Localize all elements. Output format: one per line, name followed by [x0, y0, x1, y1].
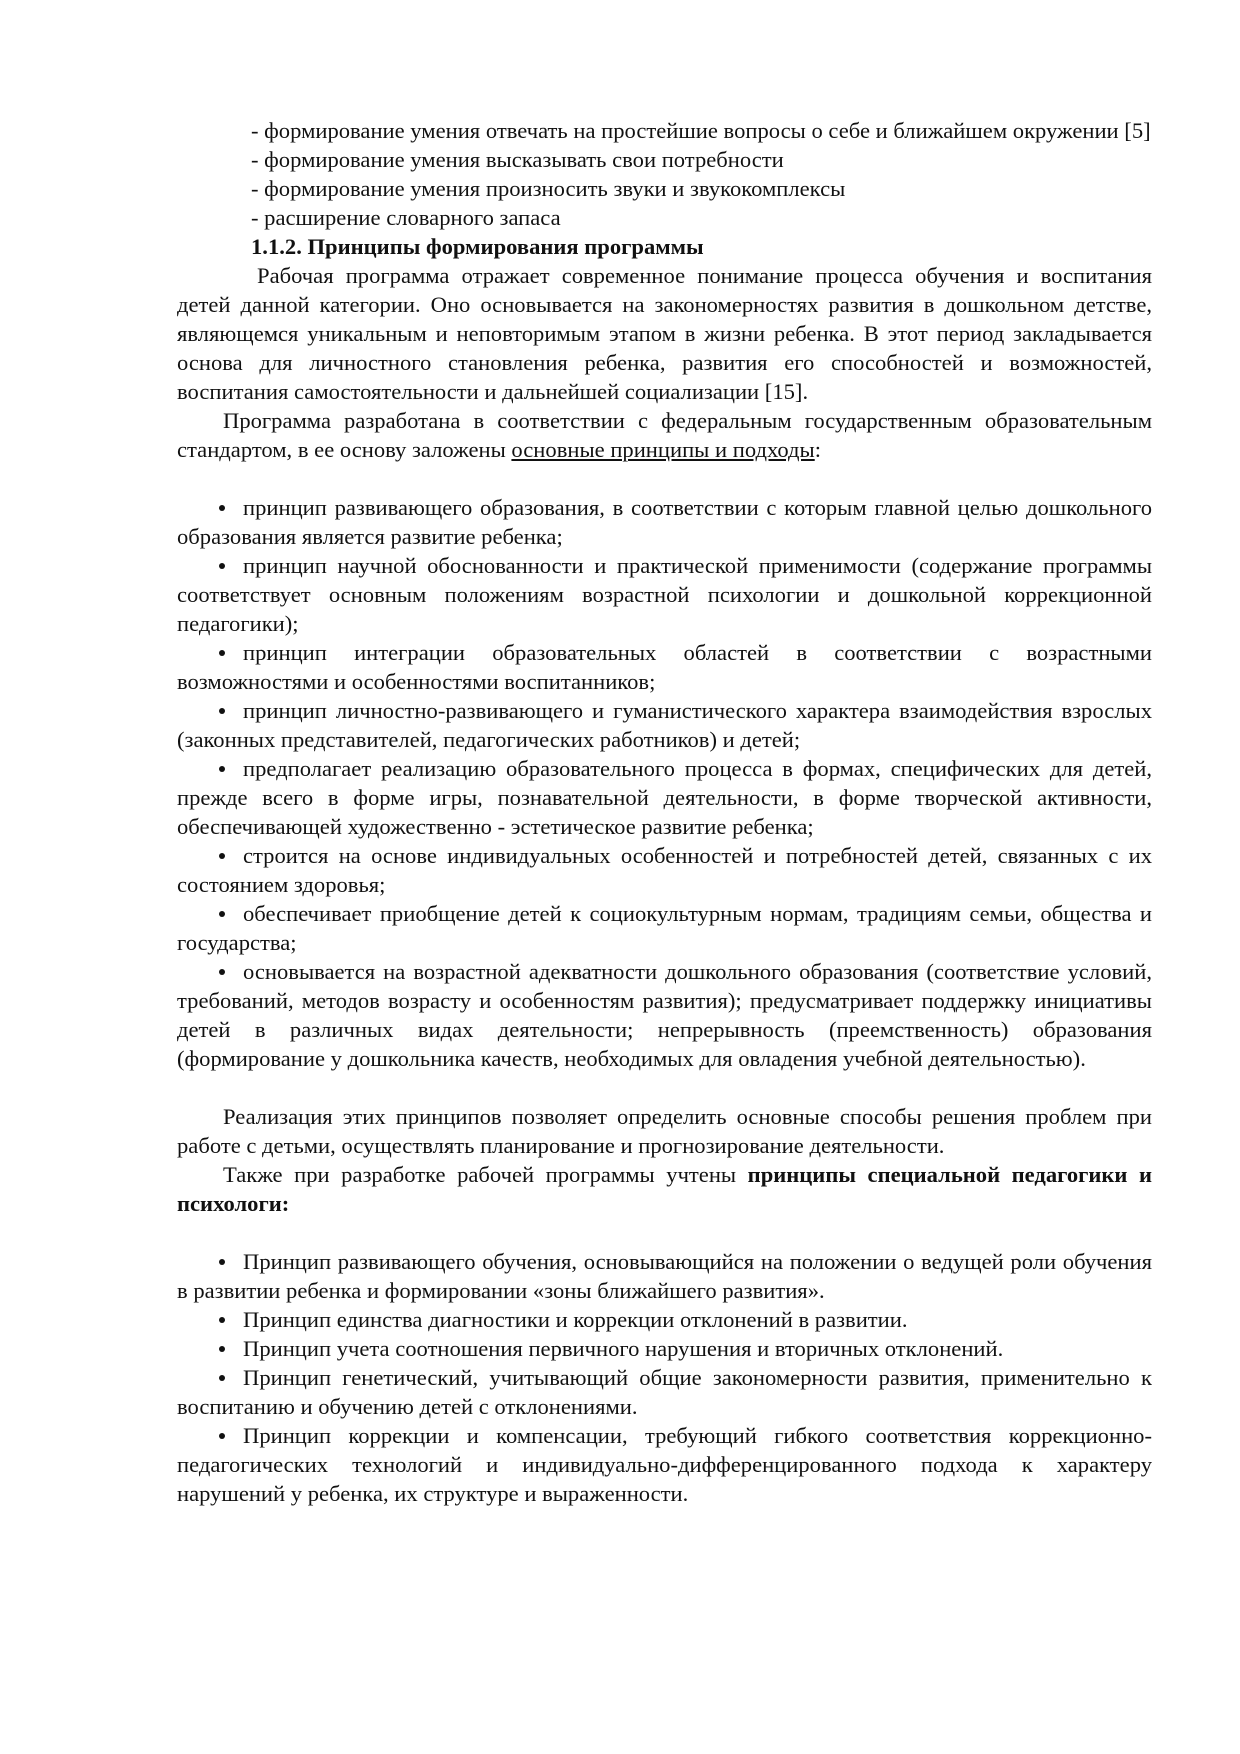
- special-principles-list: [177, 1247, 1152, 1508]
- list-item-text: основывается на возрастной адекватности дошкольного образования (соответствие условий, требований, методов возрасту и особенностям развития); предусматривает поддержку инициативы детей в различных видах деятельности; непрерывность (преемственность) образования (формирование у дошкольника качеств, необходимых для овладения учебной деятельностью).: [177, 959, 1152, 1071]
- spacer: [177, 464, 1152, 493]
- paragraph-fgos: [177, 406, 1152, 464]
- list-item-text: строится на основе индивидуальных особенностей и потребностей детей, связанных с их состоянием здоровья;: [177, 843, 1152, 897]
- bullet-icon: [219, 1421, 243, 1450]
- bullet-icon: [219, 638, 243, 667]
- intro-item-2: - формирование умения высказывать свои потребности: [251, 147, 784, 172]
- list-item-text: обеспечивает приобщение детей к социокультурным нормам, традициям семьи, общества и государства;: [177, 901, 1152, 955]
- list-item: [177, 1305, 1152, 1334]
- paragraph-special-text: Также при разработке рабочей программы учтены: [223, 1162, 748, 1187]
- principles-list: [177, 493, 1152, 1073]
- paragraph-fgos-text: Программа разработана в соответствии с федеральным государственным образовательным стандартом, в ее основу заложены: [177, 408, 1152, 462]
- bullet-icon: [219, 1247, 243, 1276]
- list-item-text: принцип развивающего образования, в соответствии с которым главной целью дошкольного образования является развитие ребенка;: [177, 495, 1152, 549]
- spacer: [177, 1218, 1152, 1247]
- list-item: [177, 1363, 1152, 1421]
- list-item-text: Принцип генетический, учитывающий общие закономерности развития, применительно к воспитанию и обучению детей с отклонениями.: [177, 1365, 1152, 1419]
- bullet-icon: [219, 1334, 243, 1363]
- list-item: [177, 551, 1152, 638]
- list-item: [177, 899, 1152, 957]
- bullet-icon: [219, 1305, 243, 1334]
- bullet-icon: [219, 551, 243, 580]
- list-item-text: предполагает реализацию образовательного процесса в формах, специфических для детей, прежде всего в форме игры, познавательной деятельности, в форме творческой активности, обеспечивающей художественно - эстетическое развитие ребенка;: [177, 756, 1152, 839]
- list-item-text: Принцип развивающего обучения, основывающийся на положении о ведущей роли обучения в развитии ребенка и формировании «зоны ближайшего развития».: [177, 1249, 1152, 1303]
- list-item: [177, 1421, 1152, 1508]
- list-item: [177, 493, 1152, 551]
- list-item: [177, 1334, 1152, 1363]
- bullet-icon: [219, 754, 243, 783]
- intro-item-1: - формирование умения отвечать на простейшие вопросы о себе и ближайшем окружении [5]: [251, 118, 1151, 143]
- bullet-icon: [219, 841, 243, 870]
- bullet-icon: [219, 899, 243, 928]
- paragraph-fgos-underlined: основные принципы и подходы: [511, 437, 815, 462]
- intro-item-4: - расширение словарного запаса: [251, 205, 561, 230]
- list-item: [177, 957, 1152, 1073]
- list-item-text: Принцип коррекции и компенсации, требующий гибкого соответствия коррекционно-педагогических технологий и индивидуально-дифференцированного подхода к характеру нарушений у ребенка, их структуре и выраженности.: [177, 1423, 1152, 1506]
- list-item-text: Принцип учета соотношения первичного нарушения и вторичных отклонений.: [243, 1336, 1004, 1361]
- list-item: [177, 1247, 1152, 1305]
- bullet-icon: [219, 493, 243, 522]
- bullet-icon: [219, 696, 243, 725]
- bullet-icon: [219, 1363, 243, 1392]
- list-item-text: принцип личностно-развивающего и гуманистического характера взаимодействия взрослых (законных представителей, педагогических работников) и детей;: [177, 698, 1152, 752]
- paragraph-special-bold: принципы специальной педагогики и психологи:: [177, 1162, 1153, 1216]
- list-item: [177, 841, 1152, 899]
- list-item: [177, 754, 1152, 841]
- page-content: [177, 116, 1152, 1508]
- spacer: [177, 1073, 1152, 1102]
- list-item: [177, 638, 1152, 696]
- paragraph-realization: Реализация этих принципов позволяет определить основные способы решения проблем при работе с детьми, осуществлять планирование и прогнозирование деятельности.: [177, 1104, 1152, 1158]
- list-item-text: принцип интеграции образовательных областей в соответствии с возрастными возможностями и особенностями воспитанников;: [177, 640, 1152, 694]
- list-item: [177, 696, 1152, 754]
- section-heading: 1.1.2. Принципы формирования программы: [251, 234, 704, 259]
- paragraph-work-program: Рабочая программа отражает современное понимание процесса обучения и воспитания детей данной категории. Оно основывается на закономерностях развития в дошкольном детстве, являющемся уникальным и неповторимым этапом в жизни ребенка. В этот период закладывается основа для личностного становления ребенка, развития его способностей и возможностей, воспитания самостоятельности и дальнейшей социализации [15].: [177, 263, 1152, 404]
- paragraph-fgos-tail: :: [814, 437, 821, 462]
- bullet-icon: [219, 957, 243, 986]
- paragraph-special: [177, 1160, 1152, 1218]
- list-item-text: принцип научной обоснованности и практической применимости (содержание программы соответствует основным положениям возрастной психологии и дошкольной коррекционной педагогики);: [177, 553, 1152, 636]
- intro-item-3: - формирование умения произносить звуки и звукокомплексы: [251, 176, 846, 201]
- list-item-text: Принцип единства диагностики и коррекции отклонений в развитии.: [243, 1307, 908, 1332]
